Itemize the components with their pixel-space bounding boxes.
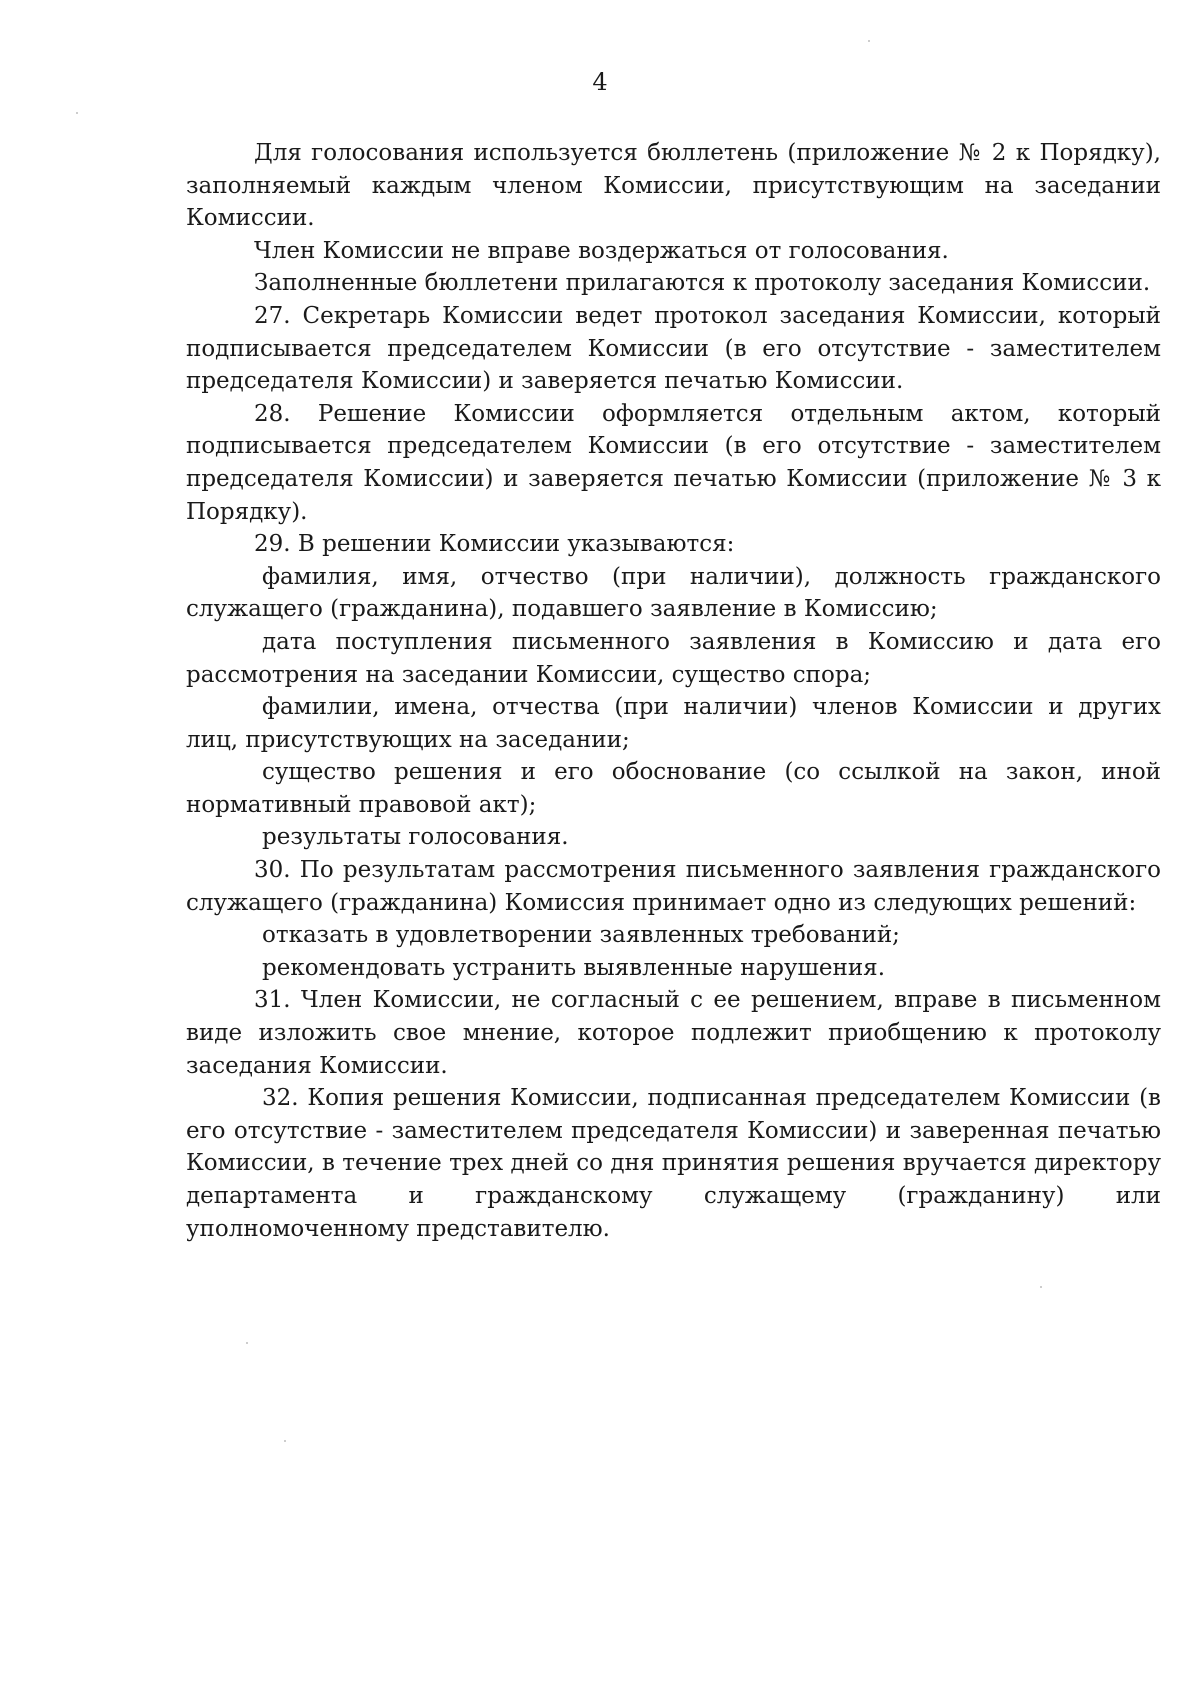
list-item-vote-results: результаты голосования. (262, 824, 569, 851)
list-item-name-position: фамилия, имя, отчество (при наличии), должность гражданского служащего (гражданина), подавшего заявление в Комиссию; (186, 563, 1161, 623)
paragraph-ballot: Для голосования используется бюллетень (приложение № 2 к Порядку), заполняемый каждым членом Комиссии, присутствующим на заседании Комиссии. (186, 140, 1161, 232)
scan-speck (76, 112, 78, 114)
list-item-refuse: отказать в удовлетворении заявленных требований; (262, 922, 900, 949)
paragraph-no-abstain: Член Комиссии не вправе воздержаться от голосования. (254, 237, 949, 264)
scan-speck (284, 1440, 286, 1442)
paragraph-item-30: 30. По результатам рассмотрения письменного заявления гражданского служащего (гражданина) Комиссия принимает одно из следующих решений: (186, 857, 1161, 916)
list-item-recommend: рекомендовать устранить выявленные нарушения. (262, 954, 885, 981)
list-item-members: фамилии, имена, отчества (при наличии) членов Комиссии и других лиц, присутствующих на заседании; (186, 694, 1161, 753)
scan-speck (1040, 1286, 1042, 1288)
page-number: 4 (592, 68, 608, 96)
list-item-dates: дата поступления письменного заявления в Комиссию и дата его рассмотрения на заседании Комиссии, существо спора; (186, 628, 1161, 688)
paragraph-item-27: 27. Секретарь Комиссии ведет протокол заседания Комиссии, который подписывается председателем Комиссии (в его отсутствие - заместителем председателя Комиссии) и заверяется печатью Комиссии. (186, 302, 1161, 395)
paragraph-ballots-attached: Заполненные бюллетени прилагаются к протоколу заседания Комиссии. (254, 270, 1151, 297)
document-body (186, 137, 1161, 1245)
paragraph-item-28: 28. Решение Комиссии оформляется отдельным актом, который подписывается председателем Комиссии (в его отсутствие - заместителем председателя Комиссии) и заверяется печатью Комиссии (приложение № 3 к Порядку). (186, 400, 1161, 525)
list-item-decision-basis: существо решения и его обоснование (со ссылкой на закон, иной нормативный правовой акт); (186, 759, 1161, 818)
scan-speck (246, 1342, 248, 1344)
paragraph-item-32: 32. Копия решения Комиссии, подписанная председателем Комиссии (в его отсутствие - заместителем председателя Комиссии) и заверенная печатью Комиссии, в течение трех дней со дня принятия решения вручается директору департамента и гражданскому служащему (гражданину) или уполномоченному представителю. (186, 1085, 1161, 1242)
scan-speck (868, 40, 870, 42)
paragraph-item-29: 29. В решении Комиссии указываются: (254, 531, 735, 558)
paragraph-item-31: 31. Член Комиссии, не согласный с ее решением, вправе в письменном виде изложить свое мнение, которое подлежит приобщению к протоколу заседания Комиссии. (186, 987, 1161, 1079)
